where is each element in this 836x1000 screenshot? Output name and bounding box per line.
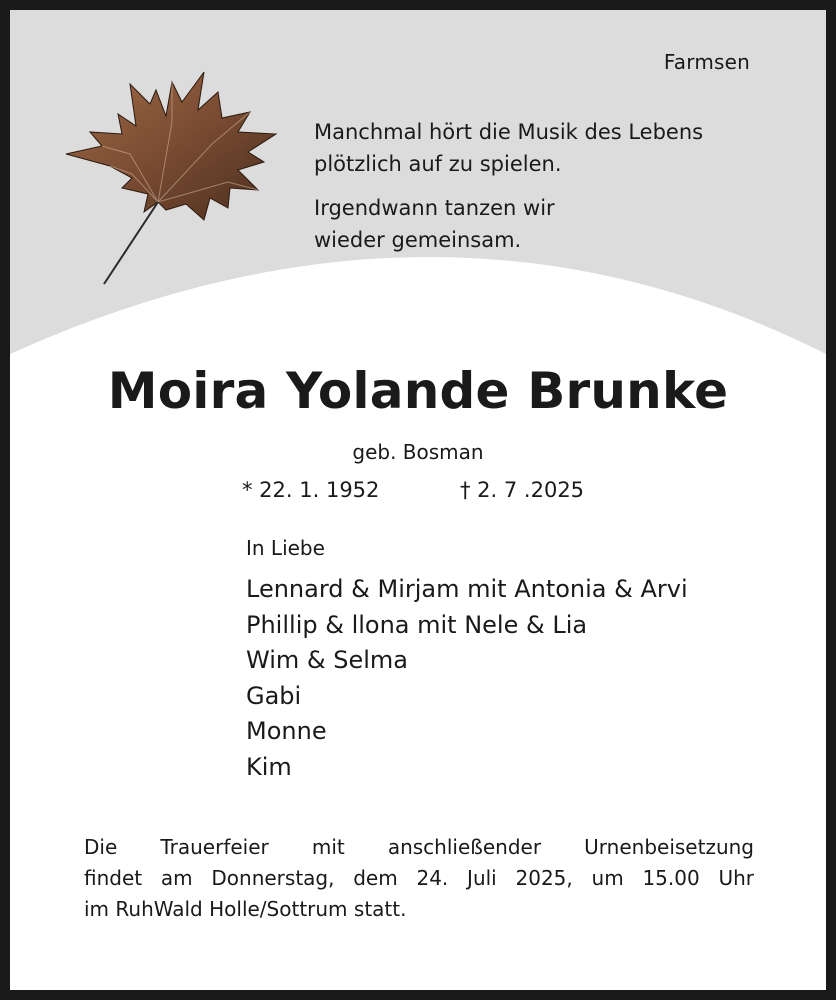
- mourner-line: Lennard & Mirjam mit Antonia & Arvi: [246, 575, 688, 603]
- mourner-line: Phillip & llona mit Nele & Lia: [246, 610, 588, 639]
- mourner-line: Gabi: [246, 681, 302, 710]
- verse-line: Irgendwann tanzen wir: [314, 196, 555, 220]
- verse-stanza: [314, 116, 794, 180]
- deceased-name: Moira Yolande Brunke: [107, 362, 729, 420]
- verse: [314, 116, 794, 268]
- funeral-info: [84, 832, 754, 925]
- maple-leaf-icon: [52, 62, 292, 302]
- verse-line: Manchmal hört die Musik des Lebens: [314, 120, 704, 144]
- verse-stanza: [314, 192, 794, 256]
- funeral-line: Die Trauerfeier mit anschließender Urnenbeisetzung: [84, 835, 754, 859]
- mourner-line: Monne: [246, 717, 327, 746]
- death-date: † 2. 7 .2025: [460, 478, 585, 502]
- verse-line: plötzlich auf zu spielen.: [314, 152, 562, 176]
- mourner-line: Kim: [246, 752, 292, 781]
- mourners-list: [246, 572, 688, 786]
- mourner-line: Wim & Selma: [246, 646, 408, 675]
- in-love-label: In Liebe: [246, 536, 325, 560]
- place-name: Farmsen: [663, 50, 750, 74]
- verse-line: wieder gemeinsam.: [314, 228, 522, 252]
- birth-date: * 22. 1. 1952: [242, 478, 380, 502]
- funeral-line: findet am Donnerstag, dem 24. Juli 2025, um 15.00 Uhr: [84, 866, 754, 890]
- funeral-line: im RuhWald Holle/Sottrum statt.: [84, 897, 407, 921]
- maiden-name: geb. Bosman: [352, 440, 484, 464]
